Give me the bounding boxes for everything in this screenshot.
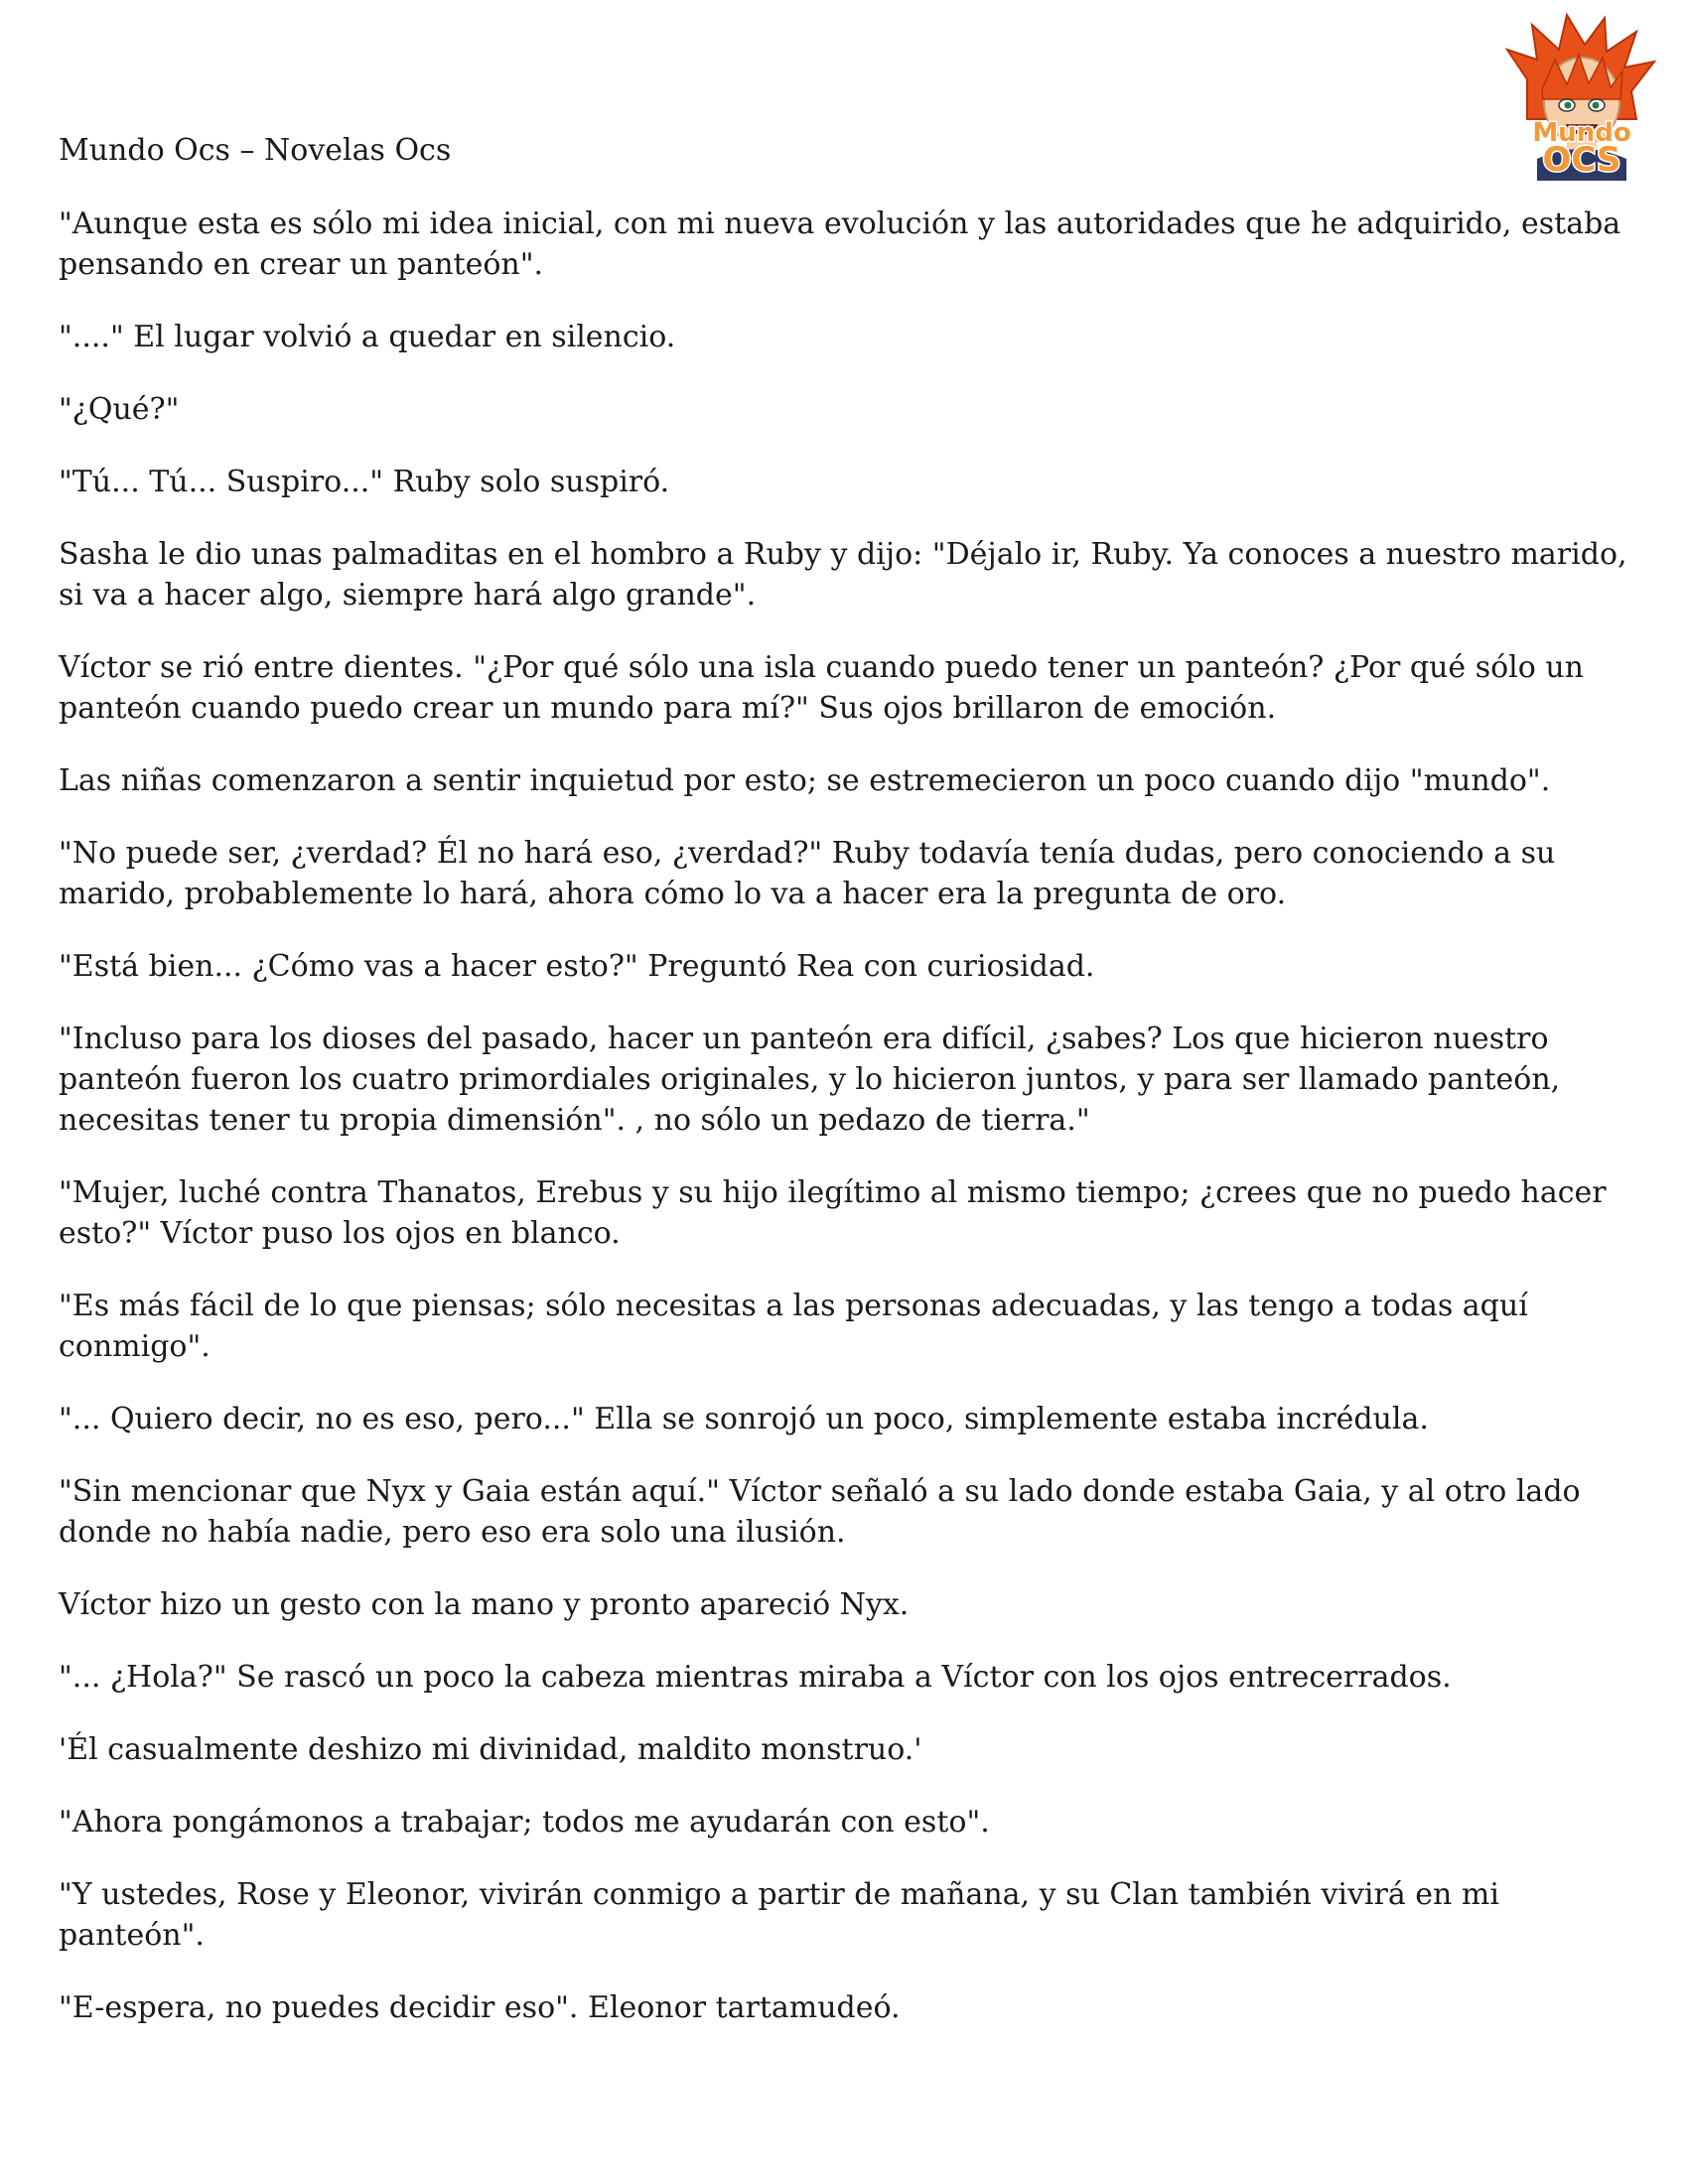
paragraph: "Sin mencionar que Nyx y Gaia están aquí." Víctor señaló a su lado donde estaba Gaia, y al otro lado donde no había nadie, pero eso era solo una ilusión. xyxy=(59,1474,1581,1550)
paragraph: 'Él casualmente deshizo mi divinidad, maldito monstruo.' xyxy=(59,1732,922,1767)
mundo-ocs-logo xyxy=(1497,10,1666,181)
paragraph: "Es más fácil de lo que piensas; sólo necesitas a las personas adecuadas, y las tengo a todas aquí conmigo". xyxy=(59,1289,1528,1364)
logo-text-top: Mundo xyxy=(1532,118,1631,148)
logo-mascot-icon xyxy=(1497,10,1666,181)
paragraph: "Está bien... ¿Cómo vas a hacer esto?" Preguntó Rea con curiosidad. xyxy=(59,949,1095,984)
logo-text-bottom: OCS xyxy=(1542,140,1621,180)
paragraph: "...." El lugar volvió a quedar en silencio. xyxy=(59,320,676,354)
paragraph: "Incluso para los dioses del pasado, hacer un panteón era difícil, ¿sabes? Los que hicieron nuestro panteón fueron los cuatro primordiales originales, y lo hicieron juntos, y para ser llamado panteón, necesitas tener tu propia dimensión". , no sólo un pedazo de tierra." xyxy=(59,1022,1561,1138)
paragraph: "Y ustedes, Rose y Eleonor, vivirán conmigo a partir de mañana, y su Clan también vivirá en mi panteón". xyxy=(59,1877,1499,1953)
paragraph: "No puede ser, ¿verdad? Él no hará eso, ¿verdad?" Ruby todavía tenía dudas, pero conociendo a su marido, probablemente lo hará, ahora cómo lo va a hacer era la pregunta de oro. xyxy=(59,836,1556,911)
paragraph: "¿Qué?" xyxy=(59,392,180,427)
paragraph: "Tú... Tú... Suspiro..." Ruby solo suspiró. xyxy=(59,465,670,499)
paragraph: Víctor se rió entre dientes. "¿Por qué sólo una isla cuando puedo tener un panteón? ¿Por qué sólo un panteón cuando puedo crear un mundo para mí?" Sus ojos brillaron de emoción. xyxy=(59,650,1584,726)
paragraph: "... ¿Hola?" Se rascó un poco la cabeza mientras miraba a Víctor con los ojos entrecerrados. xyxy=(59,1660,1452,1695)
paragraph: Sasha le dio unas palmaditas en el hombro a Ruby y dijo: "Déjalo ir, Ruby. Ya conoces a nuestro marido, si va a hacer algo, siempre hará algo grande". xyxy=(59,537,1627,613)
paragraph: "... Quiero decir, no es eso, pero..." Ella se sonrojó un poco, simplemente estaba incrédula. xyxy=(59,1402,1429,1436)
document-body xyxy=(59,204,1637,2060)
paragraph: "Aunque esta es sólo mi idea inicial, con mi nueva evolución y las autoridades que he adquirido, estaba pensando en crear un panteón". xyxy=(59,206,1621,282)
paragraph: Víctor hizo un gesto con la mano y pronto apareció Nyx. xyxy=(59,1587,910,1622)
paragraph: "Ahora pongámonos a trabajar; todos me ayudarán con esto". xyxy=(59,1805,990,1840)
paragraph: Las niñas comenzaron a sentir inquietud por esto; se estremecieron un poco cuando dijo "mundo". xyxy=(59,763,1551,798)
paragraph: "Mujer, luché contra Thanatos, Erebus y su hijo ilegítimo al mismo tiempo; ¿crees que no puedo hacer esto?" Víctor puso los ojos en blanco. xyxy=(59,1175,1607,1251)
page-header: Mundo Ocs – Novelas Ocs xyxy=(59,133,452,168)
paragraph: "E-espera, no puedes decidir eso". Eleonor tartamudeó. xyxy=(59,1990,901,2025)
